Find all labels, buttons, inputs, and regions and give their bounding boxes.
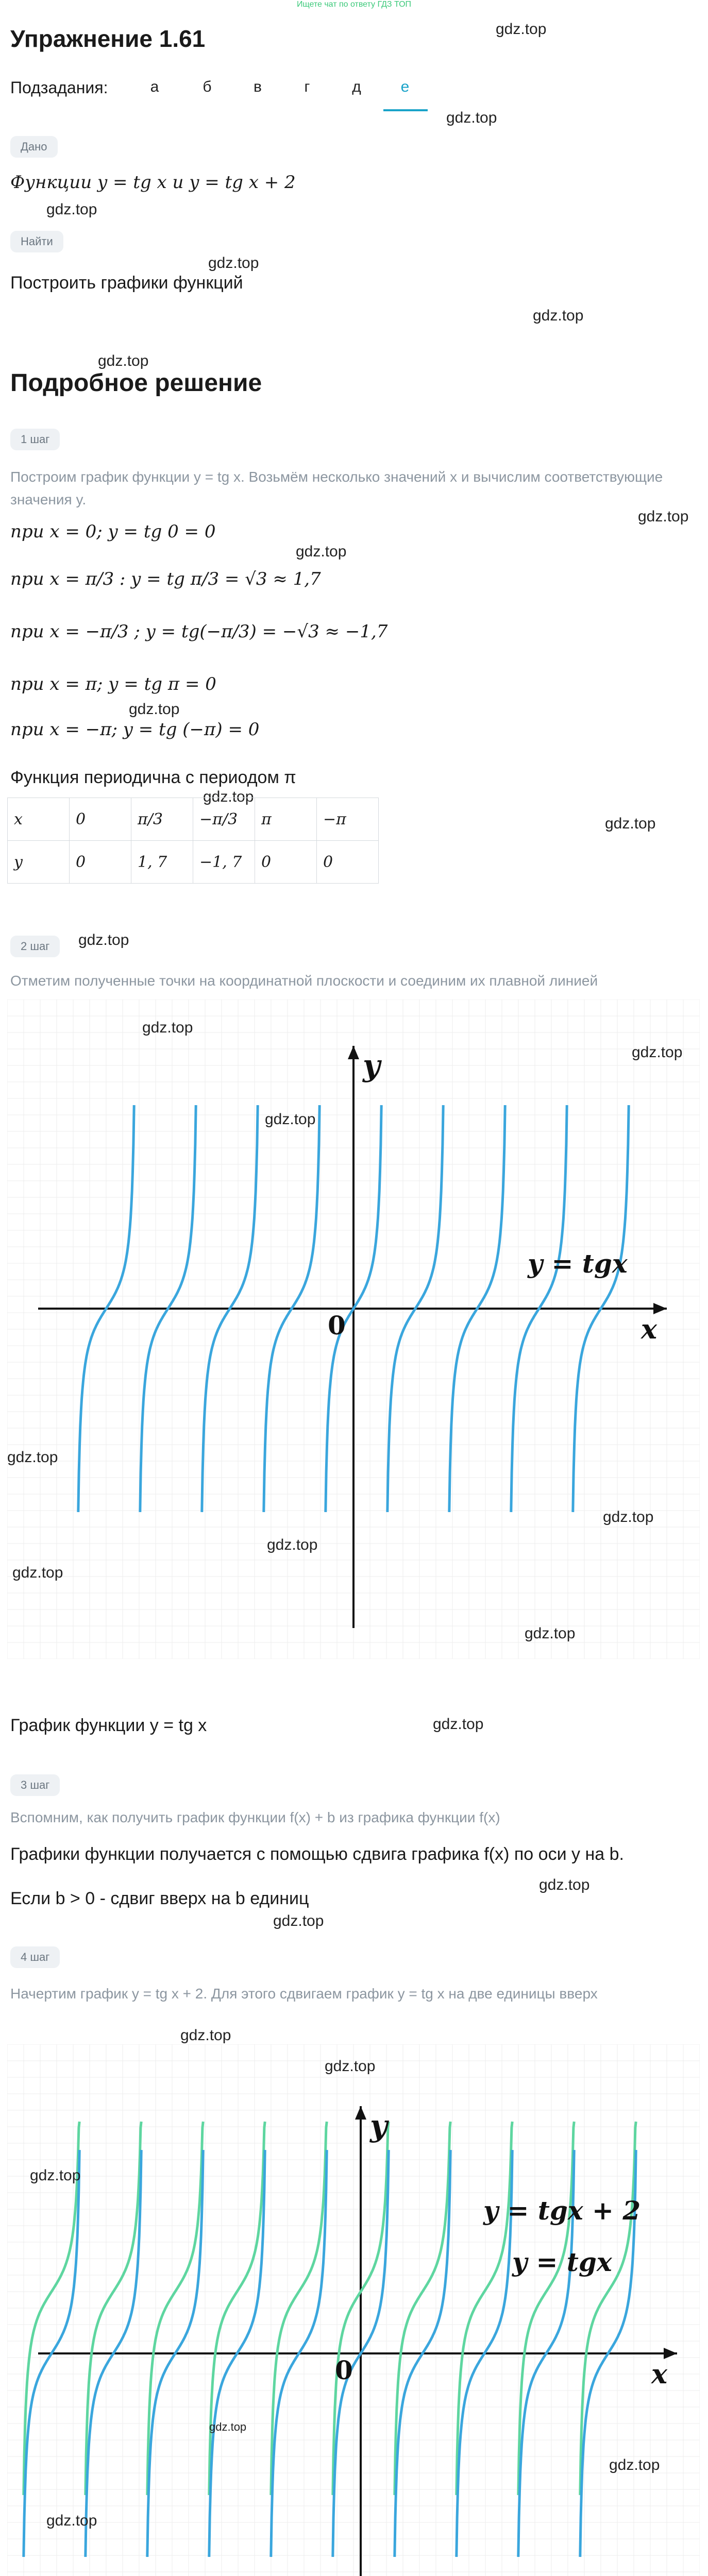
watermark: gdz.top	[496, 21, 547, 38]
table-cell: π/3	[131, 798, 193, 841]
watermark: gdz.top	[325, 2058, 376, 2075]
step1-period: Функция периодична с периодом π	[10, 768, 296, 787]
tab-d[interactable]: д	[352, 78, 361, 95]
watermark: gdz.top	[539, 1876, 590, 1893]
y-axis-arrow	[355, 2106, 366, 2120]
watermark: gdz.top	[209, 2420, 247, 2433]
watermark: gdz.top	[30, 2167, 81, 2184]
x-axis-label: x	[651, 2359, 668, 2390]
function-label-tg: y = tgx	[528, 1248, 628, 1279]
watermark: gdz.top	[533, 307, 584, 324]
watermark: gdz.top	[267, 1536, 318, 1553]
tab-v[interactable]: в	[254, 78, 262, 95]
step2-intro: Отметим полученные точки на координатной плоскости и соединим их плавной линией	[10, 973, 598, 989]
step1-line5: при x = −π; y = tg (−π) = 0	[10, 719, 260, 740]
step1-line4: при x = π; y = tg π = 0	[10, 674, 216, 694]
watermark: gdz.top	[7, 1449, 58, 1466]
watermark: gdz.top	[203, 788, 254, 805]
table-cell: y	[8, 841, 70, 884]
step3-line1: Графики функции получается с помощью сдвига графика f(x) по оси y на b.	[10, 1844, 624, 1864]
table-cell: 1, 7	[131, 841, 193, 884]
step1-chip: 1 шаг	[10, 429, 60, 450]
step1-line2: при x = π/3 : y = tg π/3 = √3 ≈ 1,7	[10, 569, 321, 589]
table-cell: −π	[317, 798, 379, 841]
step3-intro: Вспомним, как получить график функции f(x) + b из графика функции f(x)	[10, 1809, 500, 1825]
graph-tg-shift	[7, 2044, 700, 2576]
table-cell: π	[255, 798, 317, 841]
watermark: gdz.top	[609, 2456, 660, 2473]
y-axis-label: y	[370, 2108, 387, 2143]
find-text: Построить графики функций	[10, 273, 243, 293]
y-axis-arrow	[348, 1046, 359, 1059]
step2-caption: График функции y = tg x	[10, 1716, 207, 1735]
step4-chip: 4 шаг	[10, 1946, 60, 1968]
table-cell: −π/3	[193, 798, 255, 841]
values-table	[7, 798, 379, 884]
watermark: gdz.top	[12, 1564, 63, 1581]
watermark: gdz.top	[208, 255, 259, 272]
watermark: gdz.top	[265, 1111, 316, 1128]
y-axis-label: y	[363, 1048, 380, 1083]
watermark: gdz.top	[638, 508, 689, 525]
table-cell: 0	[317, 841, 379, 884]
origin-label: 0	[335, 2355, 353, 2385]
watermark: gdz.top	[78, 931, 129, 948]
active-tab-indicator	[383, 109, 428, 111]
watermark: gdz.top	[632, 1044, 683, 1061]
step2-chip: 2 шаг	[10, 936, 60, 957]
tab-g[interactable]: г	[304, 78, 310, 95]
watermark: gdz.top	[129, 701, 180, 718]
table-cell: 0	[255, 841, 317, 884]
watermark: gdz.top	[296, 543, 347, 560]
watermark: gdz.top	[433, 1716, 484, 1733]
find-chip: Найти	[10, 231, 63, 252]
watermark: gdz.top	[603, 1509, 654, 1526]
function-label-tg: y = tgx	[512, 2247, 612, 2277]
step3-line2: Если b > 0 - сдвиг вверх на b единиц	[10, 1889, 309, 1908]
top-note[interactable]: Ищете чат по ответу ГДЗ ТОП	[296, 0, 412, 9]
tab-a[interactable]: а	[150, 78, 159, 95]
tab-b[interactable]: б	[203, 78, 212, 95]
watermark: gdz.top	[525, 1625, 576, 1642]
table-cell: 0	[70, 841, 131, 884]
subtasks-label: Подзадания:	[10, 78, 108, 97]
watermark: gdz.top	[446, 109, 497, 126]
table-cell: x	[8, 798, 70, 841]
watermark: gdz.top	[142, 1019, 193, 1036]
table-cell: 0	[70, 798, 131, 841]
tab-e[interactable]: е	[400, 78, 410, 95]
given-text: Функции y = tg x и y = tg x + 2	[10, 172, 296, 193]
watermark: gdz.top	[605, 815, 656, 832]
step1-line1: при x = 0; y = tg 0 = 0	[10, 521, 216, 542]
watermark: gdz.top	[46, 201, 97, 218]
given-chip: Дано	[10, 136, 58, 158]
watermark: gdz.top	[273, 1912, 324, 1929]
step4-intro: Начертим график y = tg x + 2. Для этого сдвигаем график y = tg x на две единицы вверх	[10, 1986, 598, 2002]
table-row-x	[8, 798, 379, 841]
watermark: gdz.top	[180, 2027, 231, 2044]
page-title: Упражнение 1.61	[10, 25, 206, 52]
watermark: gdz.top	[98, 352, 149, 369]
step1-intro: Построим график функции y = tg x. Возьмём несколько значений x и вычислим соответствующие значения y.	[10, 469, 663, 507]
table-row-y	[8, 841, 379, 884]
solution-title: Подробное решение	[10, 369, 262, 397]
function-label-tg-plus-2: y = tgx + 2	[483, 2195, 641, 2226]
step3-chip: 3 шаг	[10, 1774, 60, 1796]
origin-label: 0	[328, 1310, 346, 1341]
step1-line3: при x = −π/3 ; y = tg(−π/3) = −√3 ≈ −1,7	[10, 621, 388, 642]
watermark: gdz.top	[46, 2512, 97, 2529]
table-cell: −1, 7	[193, 841, 255, 884]
graph-tg	[7, 999, 700, 1659]
x-axis-label: x	[641, 1314, 658, 1345]
